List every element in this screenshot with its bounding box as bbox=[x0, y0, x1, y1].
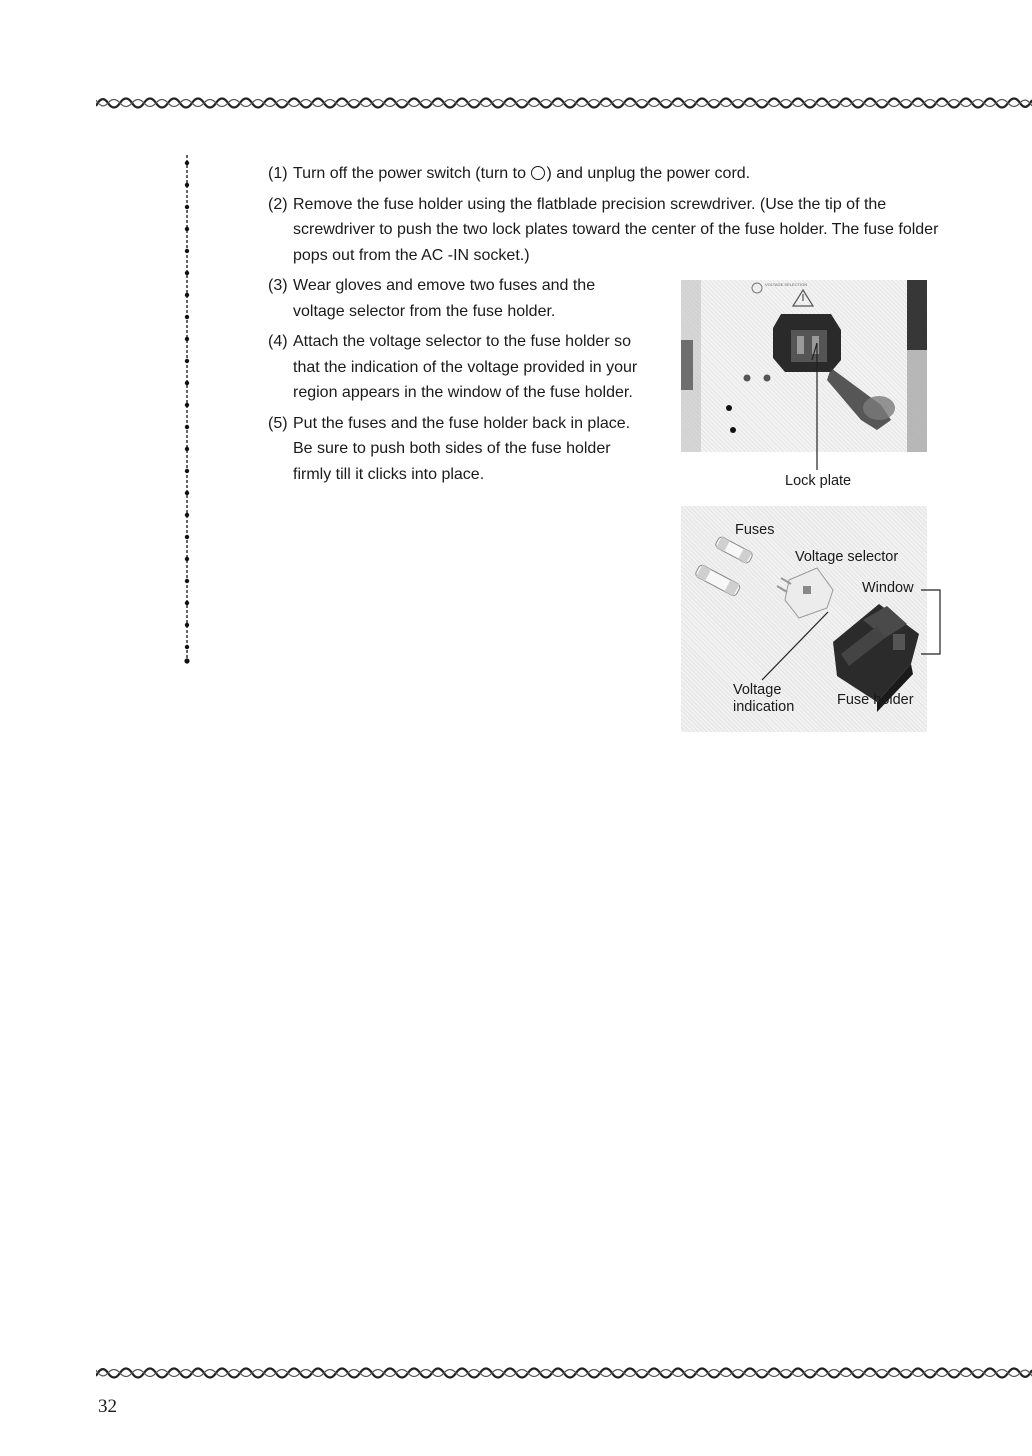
step-number: (2) bbox=[268, 195, 288, 213]
window-label: Window bbox=[862, 580, 914, 596]
fuses-label: Fuses bbox=[735, 522, 775, 538]
step-number: (1) bbox=[268, 165, 288, 182]
voltage-indication-line-1: Voltage bbox=[733, 682, 782, 698]
step-5 bbox=[268, 411, 638, 488]
ac-in-socket-photo bbox=[681, 280, 927, 452]
step-text: Put the fuses and the fuse holder back in place. Be sure to push both sides of the fuse holder firmly till it clicks into place. bbox=[293, 414, 631, 483]
voltage-indication-line-2: indication bbox=[733, 699, 795, 715]
step-text-continued: ) and unplug the power cord. bbox=[546, 165, 751, 182]
step-number: (4) bbox=[268, 333, 288, 350]
bottom-rope-border bbox=[96, 1362, 1032, 1384]
margin-change-bar bbox=[180, 155, 194, 665]
step-2 bbox=[268, 192, 958, 269]
voltage-selector-part bbox=[777, 568, 833, 618]
step-number: (3) bbox=[268, 277, 288, 294]
power-off-circle-icon bbox=[531, 166, 545, 180]
fuse-top bbox=[714, 536, 753, 564]
step-number: (5) bbox=[268, 414, 288, 432]
voltage-selector-label: Voltage selector bbox=[795, 549, 899, 565]
step-3 bbox=[268, 273, 638, 324]
lock-plate-label: Lock plate bbox=[785, 473, 852, 489]
fuse-holder-label: Fuse holder bbox=[837, 692, 914, 708]
voltage-indication-label bbox=[733, 682, 794, 716]
top-rope-border bbox=[96, 92, 1032, 114]
step-text: Attach the voltage selector to the fuse holder so that the indication of the voltage provided in your region appears in the window of the fuse holder. bbox=[293, 333, 638, 401]
fuse-bottom bbox=[694, 564, 741, 597]
step-4 bbox=[268, 329, 638, 406]
step-text: Turn off the power switch (turn to bbox=[293, 165, 531, 182]
page-number: 32 bbox=[98, 1396, 117, 1417]
step-text: Remove the fuse holder using the flatblade precision screwdriver. (Use the tip of the screwdriver to push the two lock plates toward the center of the fuse holder. The fuse folder pops out from the AC -IN socket.) bbox=[293, 195, 939, 264]
step-1 bbox=[268, 161, 958, 187]
voltage-selection-panel-text: VOLTAGE SELECTION bbox=[765, 282, 808, 287]
step-text: Wear gloves and emove two fuses and the voltage selector from the fuse holder. bbox=[293, 277, 596, 320]
